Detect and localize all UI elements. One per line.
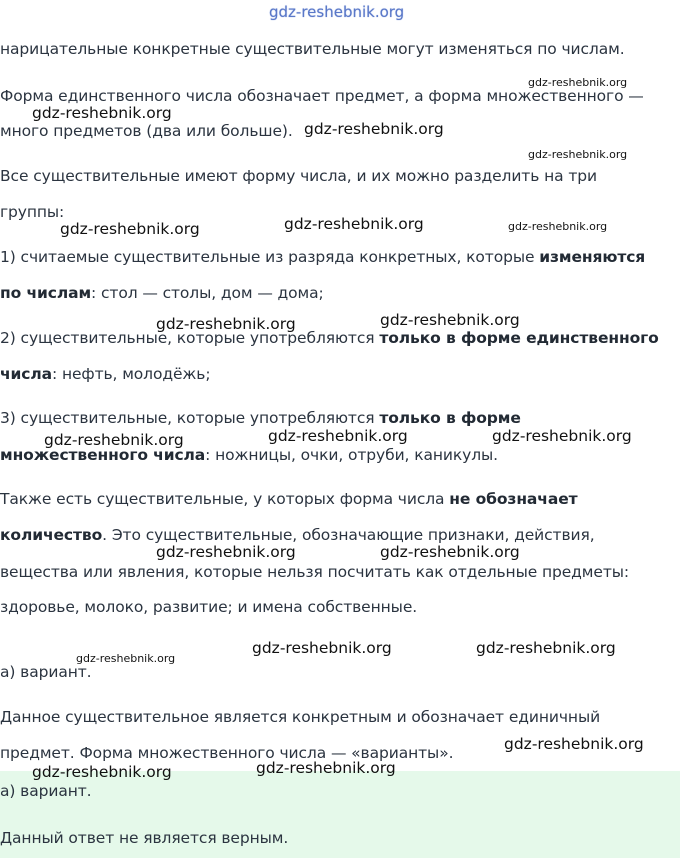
watermark: gdz-reshebnik.org — [284, 215, 424, 233]
answer-verdict: Данный ответ не является верным. — [0, 829, 289, 847]
watermark: gdz-reshebnik.org — [492, 427, 632, 445]
watermark: gdz-reshebnik.org — [76, 652, 176, 665]
paragraph-line: нарицательные конкретные существительные могут изменяться по числам. — [0, 40, 625, 58]
group-3-line: множественного числа: ножницы, очки, отруби, каникулы. — [0, 446, 498, 464]
watermark: gdz-reshebnik.org — [380, 543, 520, 561]
watermark: gdz-reshebnik.org — [476, 639, 616, 657]
paragraph-line: Все существительные имеют форму числа, и их можно разделить на три — [0, 167, 597, 185]
watermark: gdz-reshebnik.org — [269, 3, 405, 21]
group-2-line: числа: нефть, молодёжь; — [0, 365, 211, 383]
watermark: gdz-reshebnik.org — [32, 763, 172, 781]
watermark: gdz-reshebnik.org — [156, 315, 296, 333]
paragraph-line: группы: — [0, 203, 65, 221]
paragraph-line: количество. Это существительные, обозначающие признаки, действия, — [0, 526, 595, 544]
answer-label: а) вариант. — [0, 782, 92, 800]
watermark: gdz-reshebnik.org — [268, 427, 408, 445]
group-2-line: 2) существительные, которые употребляются только в форме единственного — [0, 329, 659, 347]
watermark: gdz-reshebnik.org — [252, 639, 392, 657]
watermark: gdz-reshebnik.org — [528, 76, 628, 89]
group-3-line: 3) существительные, которые употребляются только в форме — [0, 409, 521, 427]
option-label: а) вариант. — [0, 663, 92, 681]
group-1-line: по числам: стол — столы, дом — дома; — [0, 284, 324, 302]
watermark: gdz-reshebnik.org — [304, 120, 444, 138]
watermark: gdz-reshebnik.org — [156, 543, 296, 561]
explanation-line: Данное существительное является конкретным и обозначает единичный — [0, 708, 601, 726]
paragraph-line: здоровье, молоко, развитие; и имена собственные. — [0, 598, 418, 616]
watermark: gdz-reshebnik.org — [380, 311, 520, 329]
watermark: gdz-reshebnik.org — [528, 148, 628, 161]
watermark: gdz-reshebnik.org — [508, 220, 608, 233]
watermark: gdz-reshebnik.org — [60, 220, 200, 238]
explanation-line: предмет. Форма множественного числа — «варианты». — [0, 744, 454, 762]
paragraph-line: Форма единственного числа обозначает предмет, а форма множественного — — [0, 87, 644, 105]
paragraph-line: вещества или явления, которые нельзя посчитать как отдельные предметы: — [0, 563, 630, 581]
watermark: gdz-reshebnik.org — [44, 431, 184, 449]
watermark: gdz-reshebnik.org — [504, 735, 644, 753]
paragraph-line: Также есть существительные, у которых форма числа не обозначает — [0, 490, 578, 508]
watermark: gdz-reshebnik.org — [32, 104, 172, 122]
group-1-line: 1) считаемые существительные из разряда конкретных, которые изменяются — [0, 248, 646, 266]
watermark: gdz-reshebnik.org — [256, 759, 396, 777]
paragraph-line: много предметов (два или больше). — [0, 122, 293, 140]
